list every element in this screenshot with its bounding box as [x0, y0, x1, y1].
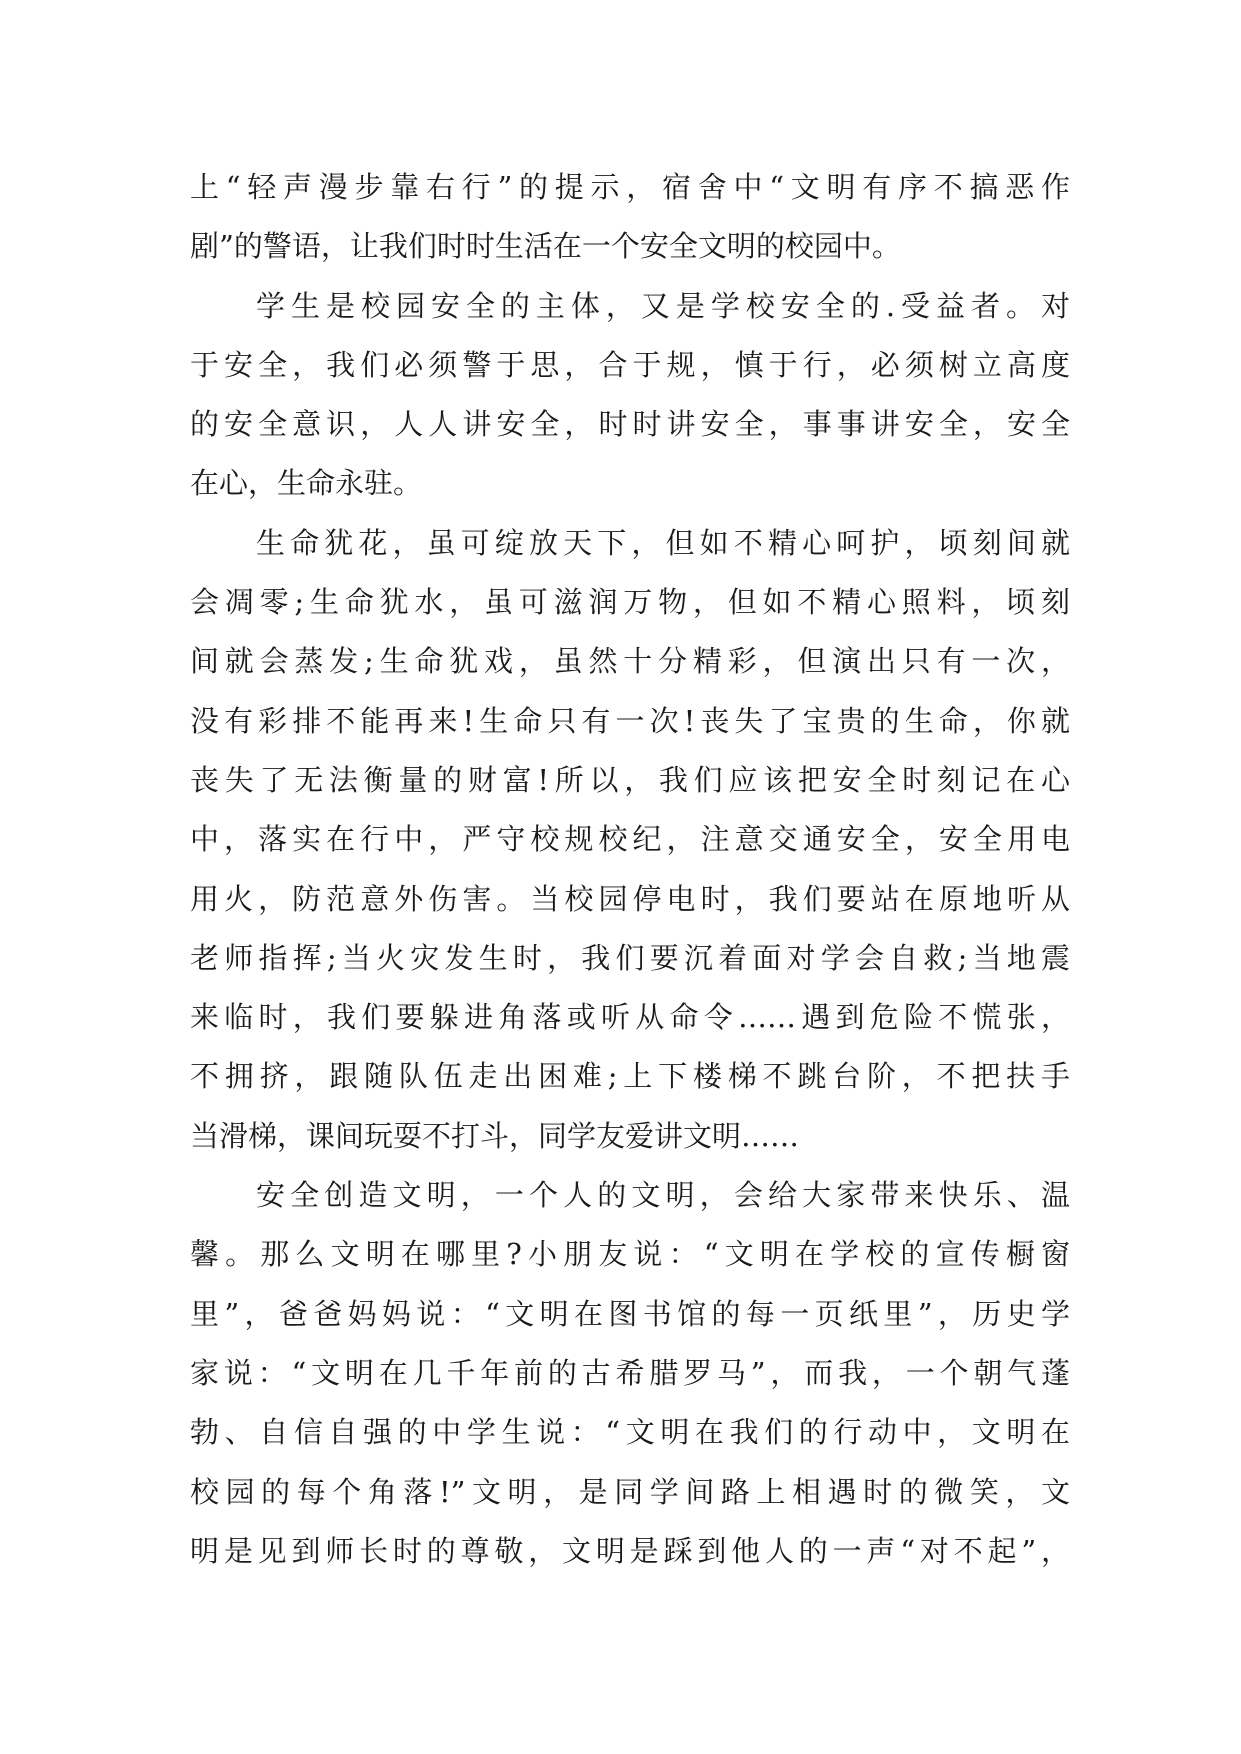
- text-line: 明是见到师长时的尊敬，文明是踩到他人的一声“对不起”，: [190, 1533, 1070, 1568]
- text-line: 上“轻声漫步靠右行”的提示，宿舍中“文明有序不搞恶作: [190, 170, 1070, 204]
- text-line: 的安全意识，人人讲安全，时时讲安全，事事讲安全，安全: [190, 407, 1070, 442]
- text-line: 丧失了无法衡量的财富!所以，我们应该把安全时刻记在心: [190, 762, 1070, 797]
- text-line: 用火，防范意外伤害。当校园停电时，我们要站在原地听从: [190, 881, 1070, 916]
- text-line: 当滑梯，课间玩耍不打斗，同学友爱讲文明……: [190, 1118, 800, 1153]
- body-text: [190, 158, 1070, 1581]
- paragraph-first-line: 安全创造文明，一个人的文明，会给大家带来快乐、温: [256, 1178, 1070, 1213]
- text-line: 家说：“文明在几千年前的古希腊罗马”，而我，一个朝气蓬: [190, 1355, 1070, 1390]
- paragraph-first-line: 学生是校园安全的主体，又是学校安全的.受益者。对: [256, 288, 1070, 323]
- text-line: 勃、自信自强的中学生说：“文明在我们的行动中，文明在: [190, 1415, 1070, 1450]
- paragraph-first-line: 生命犹花，虽可绽放天下，但如不精心呵护，顷刻间就: [256, 525, 1070, 560]
- text-line: 来临时，我们要躲进角落或听从命令……遇到危险不慌张，: [190, 1000, 1070, 1035]
- text-line: 老师指挥;当火灾发生时，我们要沉着面对学会自救;当地震: [190, 940, 1070, 975]
- text-line: 中，落实在行中，严守校规校纪，注意交通安全，安全用电: [190, 822, 1070, 857]
- text-line: 没有彩排不能再来!生命只有一次!丧失了宝贵的生命，你就: [190, 703, 1070, 738]
- text-line: 不拥挤，跟随队伍走出困难;上下楼梯不跳台阶，不把扶手: [190, 1059, 1070, 1094]
- text-line: 间就会蒸发;生命犹戏，虽然十分精彩，但演出只有一次，: [190, 644, 1070, 679]
- text-line: 馨。那么文明在哪里?小朋友说：“文明在学校的宣传橱窗: [190, 1237, 1070, 1272]
- text-line: 剧”的警语，让我们时时生活在一个安全文明的校园中。: [190, 229, 901, 264]
- text-line: 校园的每个角落!”文明，是同学间路上相遇时的微笑，文: [190, 1474, 1070, 1509]
- text-line: 会凋零;生命犹水，虽可滋润万物，但如不精心照料，顷刻: [190, 585, 1070, 620]
- text-line: 在心，生命永驻。: [190, 466, 423, 501]
- text-line: 于安全，我们必须警于思，合于规，慎于行，必须树立高度: [190, 347, 1070, 382]
- text-line: 里”，爸爸妈妈说：“文明在图书馆的每一页纸里”，历史学: [190, 1296, 1070, 1331]
